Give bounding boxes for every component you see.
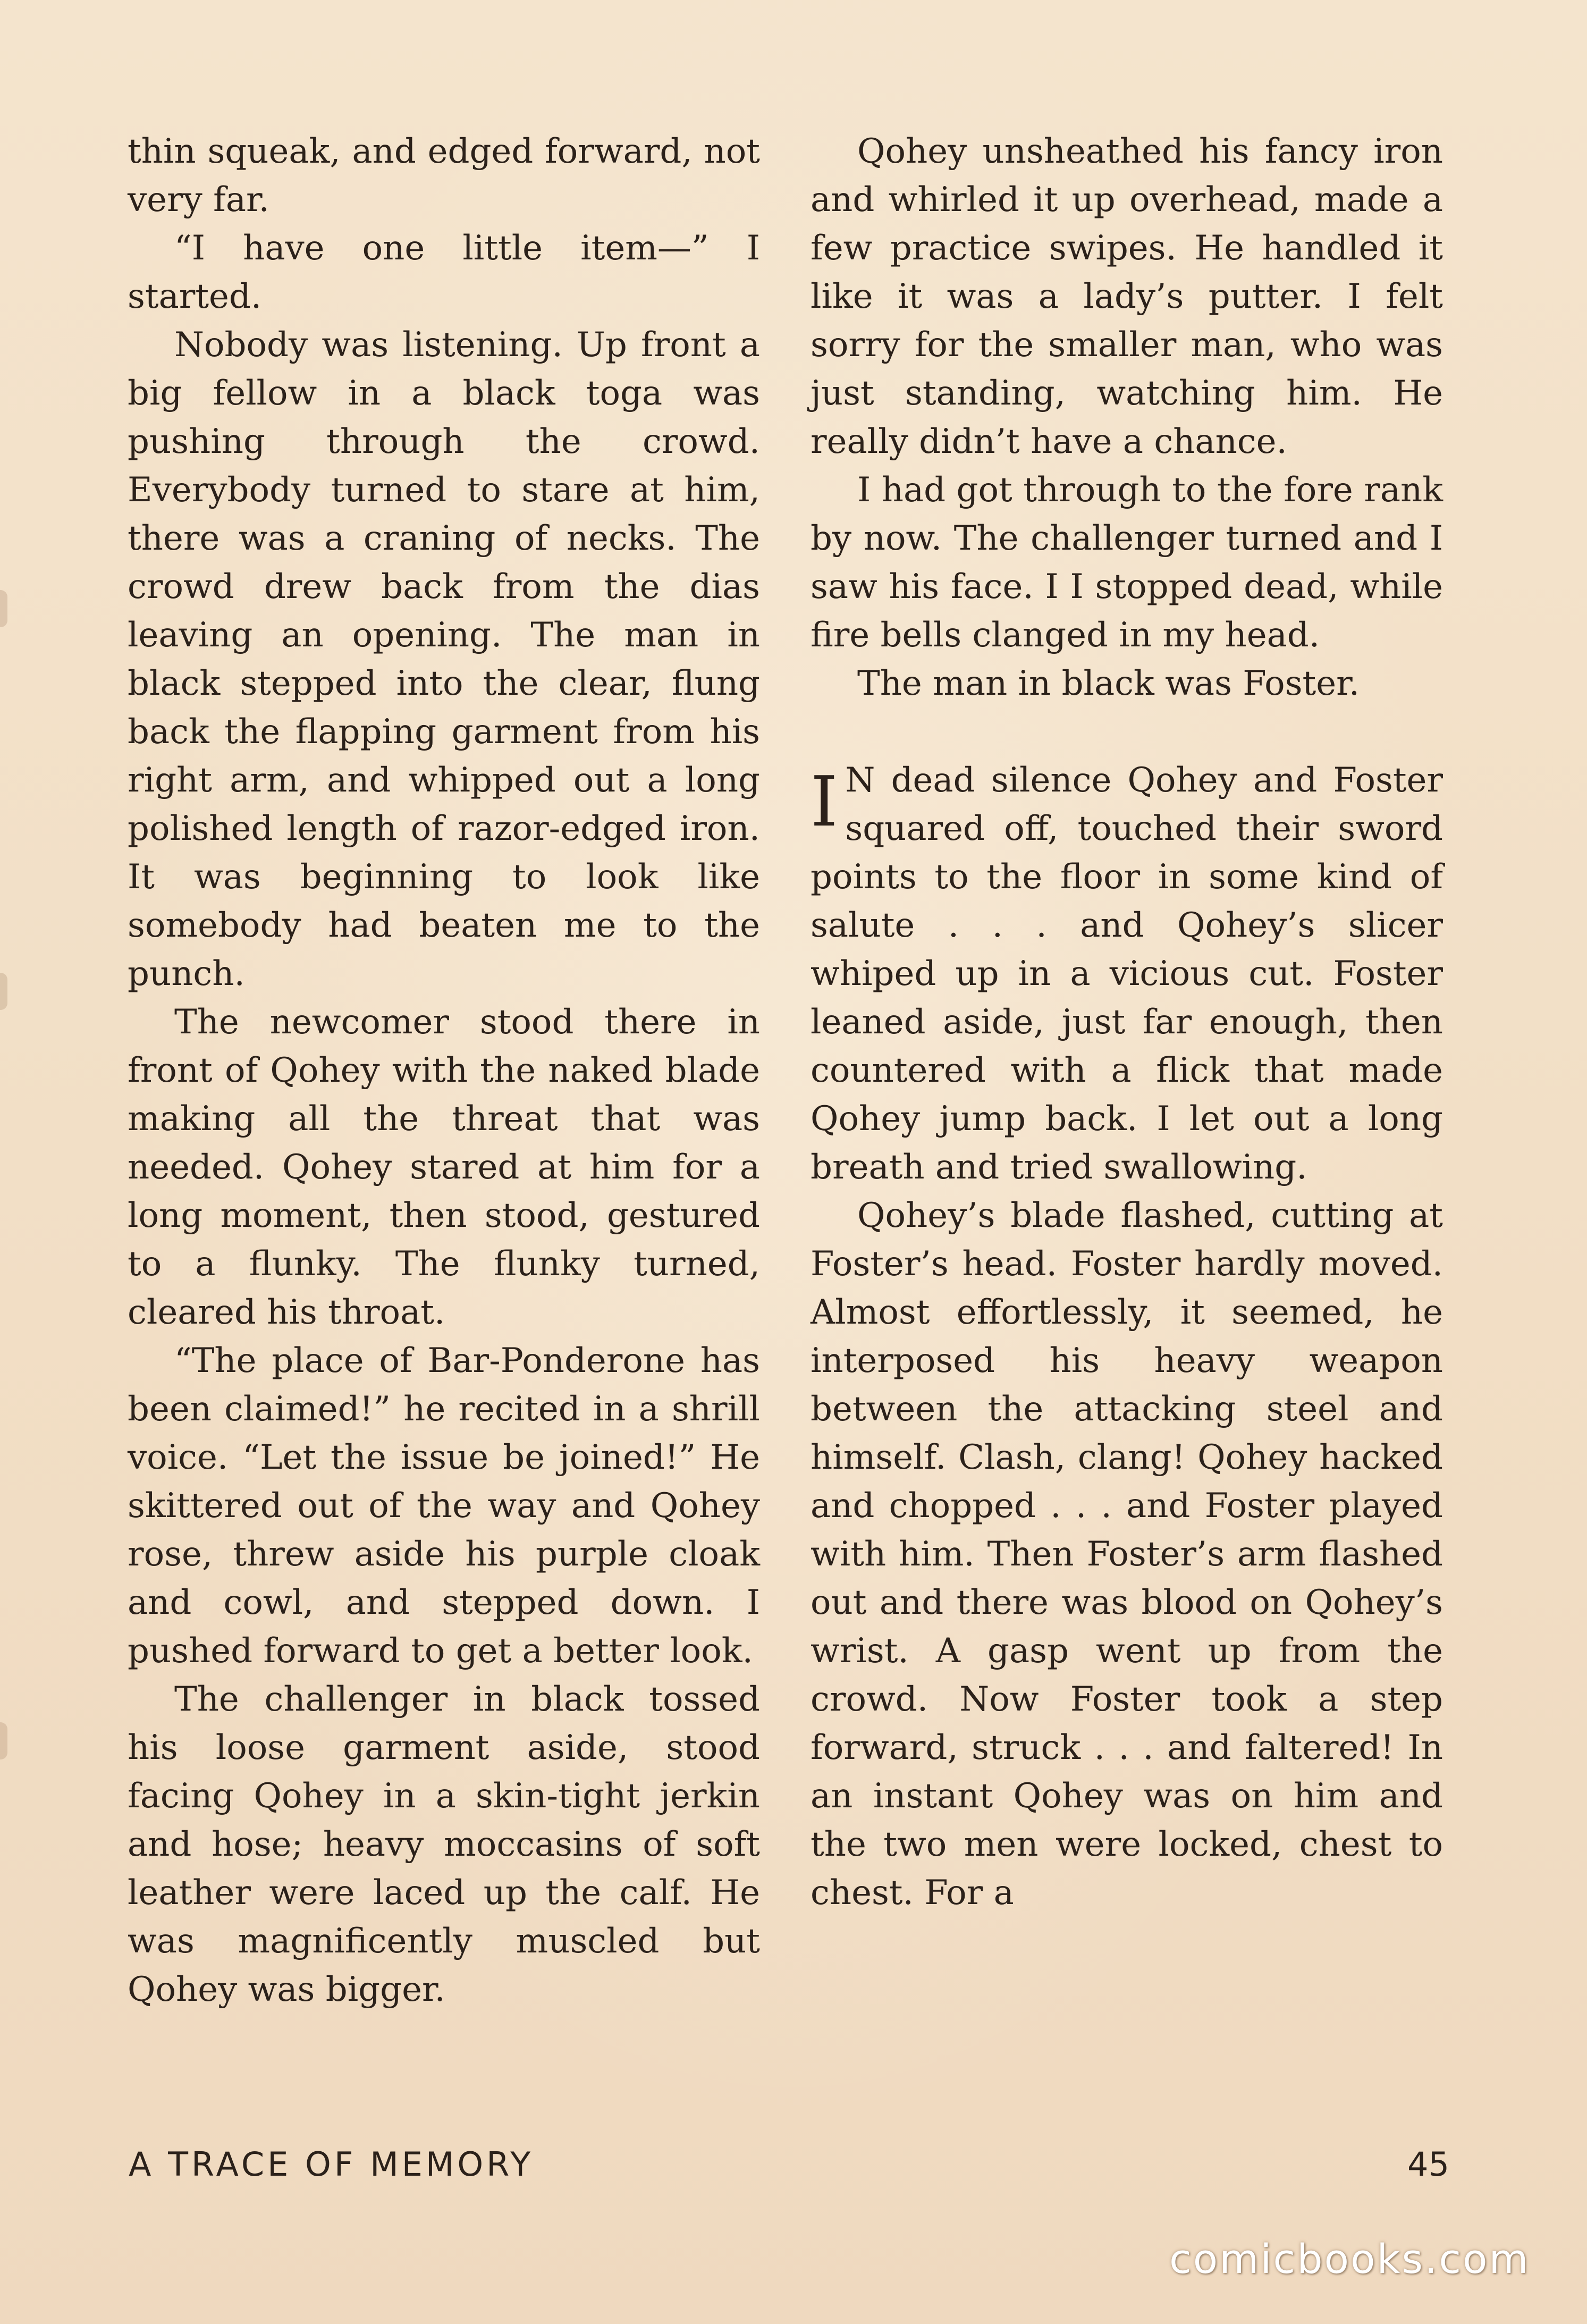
site-watermark: comicbooks.com xyxy=(1169,2235,1530,2283)
paragraph: “The place of Bar-Ponderone has been claimed!” he recited in a shrill voice. “Let the issue be joined!” He skittered out of the way and Qohey rose, threw aside his purple cloak and cowl, and stepped down. I pushed forward to get a better look. xyxy=(128,1341,760,1671)
drop-cap-initial: I xyxy=(811,761,838,842)
paragraph: thin squeak, and edged forward, not very far. xyxy=(128,132,760,220)
paragraph: The newcomer stood there in front of Qohey with the naked blade making all the threat that was needed. Qohey stared at him for a long moment, then stood, gestured to a flunky. The flunky turned, cleared his throat. xyxy=(128,1003,760,1332)
punch-hole-mark xyxy=(0,1722,7,1759)
drop-cap-text: N dead silence Qohey and Foster squared off, touched their sword points to the floor in some kind of salute . . . and Qohey’s slicer whiped up in a vicious cut. Foster leaned aside, just far enough, then countered with a flick that made Qohey jump back. I let out a long breath and tried swallowing. xyxy=(811,761,1443,1187)
running-footer-title: A TRACE OF MEMORY xyxy=(129,2145,534,2184)
paragraph: Nobody was listening. Up front a big fellow in a black toga was pushing through the crowd. Everybody turned to stare at him, there was a craning of necks. The crowd drew back from the dias leaving an opening. The man in black stepped into the clear, flung back the flapping garment from his right arm, and whipped out a long polished length of razor-edged iron. It was beginning to look like somebody had beaten me to the punch. xyxy=(128,325,760,993)
punch-hole-mark xyxy=(0,973,7,1010)
section-break xyxy=(811,708,1443,756)
left-text-column xyxy=(128,128,760,2014)
paragraph: “I have one little item—” I started. xyxy=(128,229,760,316)
paragraph: I had got through to the fore rank by now. The challenger turned and I saw his face. I I stopped dead, while fire bells clanged in my head. xyxy=(811,470,1443,655)
page-number: 45 xyxy=(1407,2145,1449,2184)
paragraph: Qohey unsheathed his fancy iron and whirled it up overhead, made a few practice swipes. He handled it like it was a lady’s putter. I felt sorry for the smaller man, who was just standing, watching him. He really didn’t have a chance. xyxy=(811,132,1443,461)
paragraph: The challenger in black tossed his loose garment aside, stood facing Qohey in a skin-tight jerkin and hose; heavy moccasins of soft leather were laced up the calf. He was magnificently muscled but Qohey was bigger. xyxy=(128,1680,760,2009)
right-text-column xyxy=(811,128,1443,1917)
punch-hole-mark xyxy=(0,590,7,627)
drop-cap-paragraph xyxy=(811,756,1443,1192)
paragraph: Qohey’s blade flashed, cutting at Foster’s head. Foster hardly moved. Almost effortlessly, it seemed, he interposed his heavy weapon between the attacking steel and himself. Clash, clang! Qohey hacked and chopped . . . and Foster played with him. Then Foster’s arm flashed out and there was blood on Qohey’s wrist. A gasp went up from the crowd. Now Foster took a step forward, struck . . . and faltered! In an instant Qohey was on him and the two men were locked, chest to chest. For a xyxy=(811,1196,1443,1913)
paragraph: The man in black was Foster. xyxy=(857,664,1360,703)
